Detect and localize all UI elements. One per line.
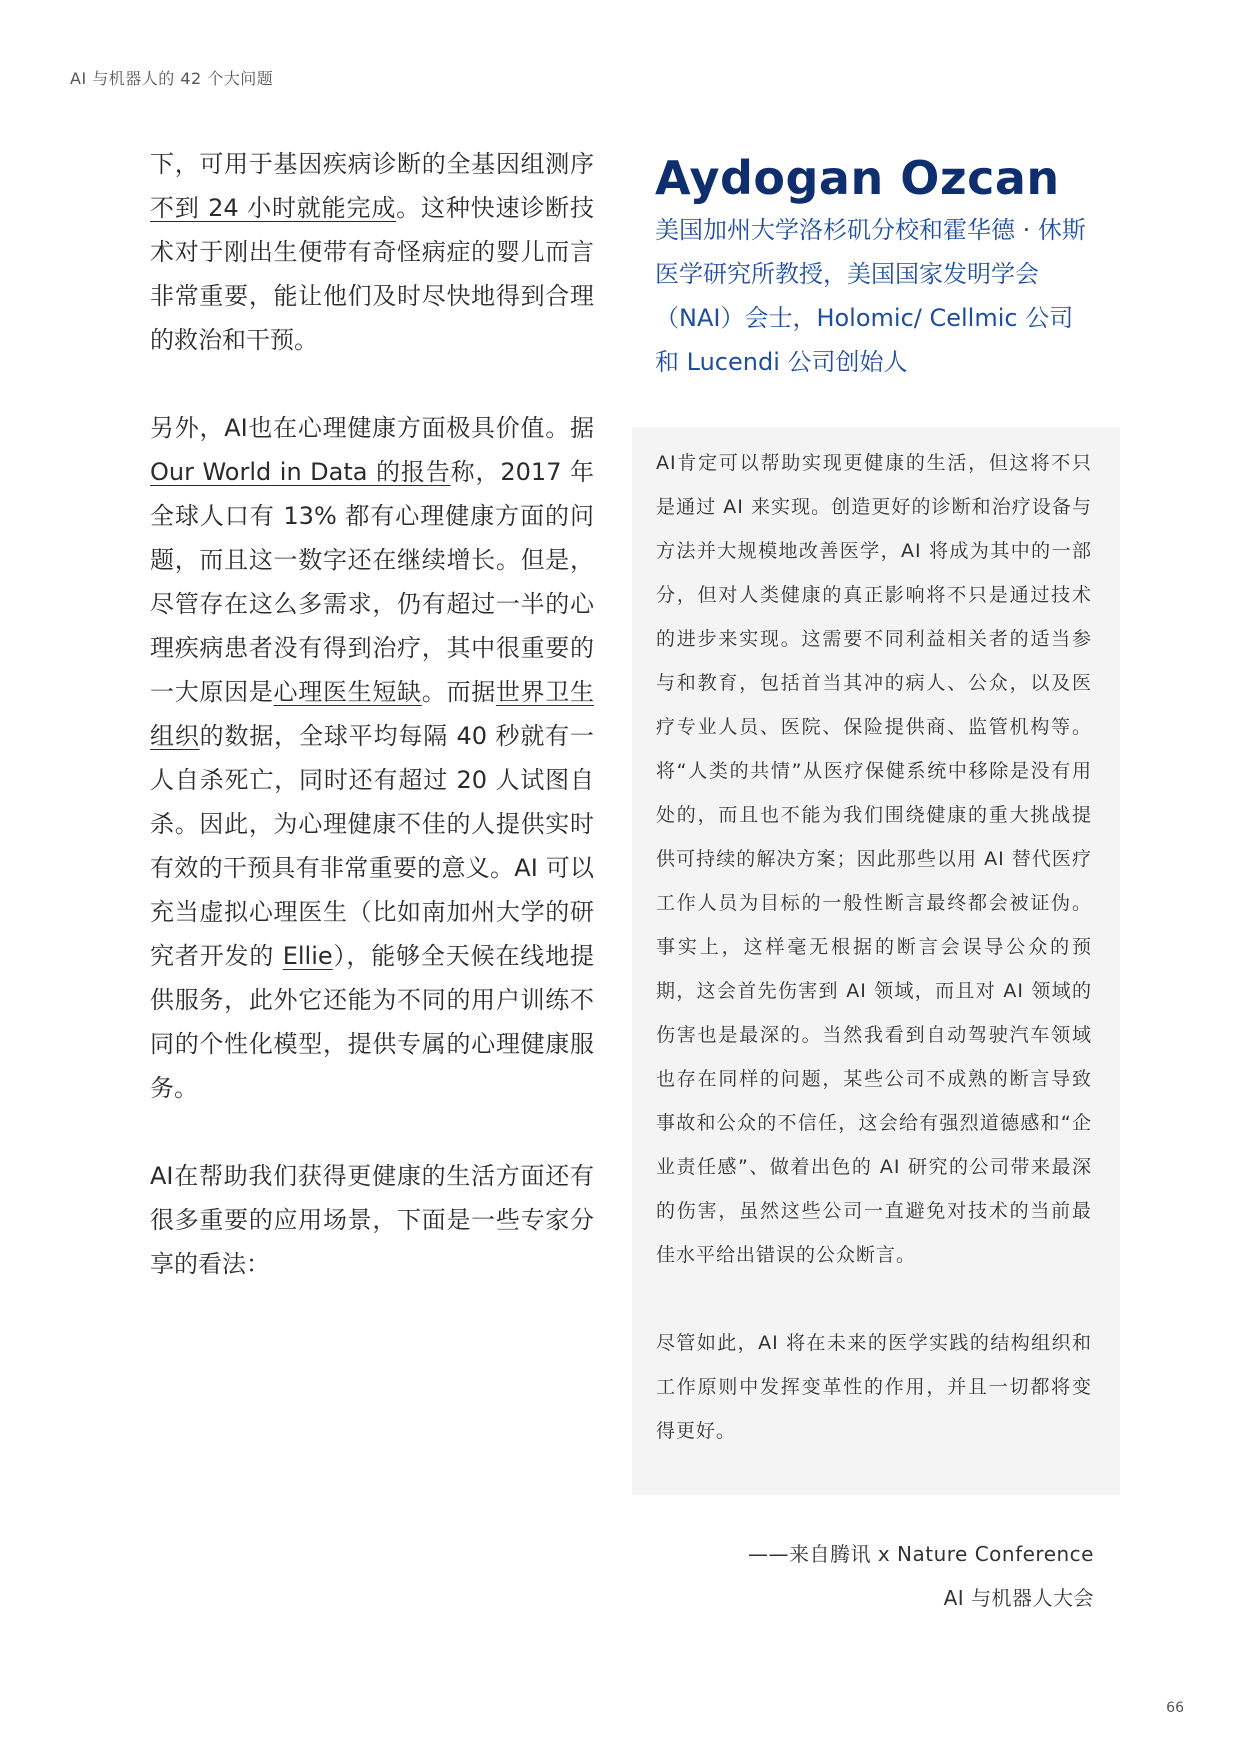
quote-paragraph-2: 尽管如此，AI 将在未来的医学实践的结构组织和工作原则中发挥变革性的作用，并且一切都将变得更好。 [656, 1332, 1092, 1442]
expert-name: Aydogan Ozcan [655, 151, 1060, 205]
text-segment: 。这种快速诊断技术对于刚出生便带有奇怪病症的婴儿而言非常重要，能让他们及时尽快地得到合理的救治和干预。 [150, 194, 595, 354]
paragraph-mental-health [150, 406, 594, 1110]
link-our-world-in-data[interactable]: Our World in Data 的报告 [150, 458, 451, 486]
attribution-event: AI 与机器人大会 [943, 1586, 1094, 1610]
link-who[interactable]: 世界卫生组织 [150, 678, 595, 750]
expert-quote-box [632, 427, 1120, 1495]
link-24-hours[interactable]: 不到 24 小时就能完成 [150, 194, 397, 222]
expert-title: 美国加州大学洛杉矶分校和霍华德 · 休斯医学研究所教授，美国国家发明学会（NAI）会士，Holomic/ Cellmic 公司和 Lucendi 公司创始人 [655, 216, 1086, 376]
text-segment: 称，2017 年全球人口有 13% 都有心理健康方面的问题，而且这一数字还在继续增长。但是，尽管存在这么多需求，仍有超过一半的心理疾病患者没有得到治疗，其中很重要的一大原因是 [150, 458, 594, 706]
page-number: 66 [1166, 1700, 1184, 1716]
main-text-column [150, 142, 594, 1330]
attribution-source: ——来自腾讯 x Nature Conference [747, 1542, 1094, 1566]
attribution [748, 1532, 1094, 1620]
paragraph-genome-sequencing [150, 142, 594, 362]
link-ellie[interactable]: Ellie [282, 942, 333, 970]
running-header: AI 与机器人的 42 个大问题 [70, 69, 274, 88]
text-segment: 。而据 [421, 678, 496, 706]
text-segment: 的数据，全球平均每隔 40 秒就有一人自杀死亡，同时还有超过 20 人试图自杀。因此，为心理健康不佳的人提供实时有效的干预具有非常重要的意义。AI 可以充当虚拟心理医生（比如南加州大学的研究者开发的 [150, 722, 594, 970]
quote-paragraph-1: AI肯定可以帮助实现更健康的生活，但这将不只是通过 AI 来实现。创造更好的诊断和治疗设备与方法并大规模地改善医学，AI 将成为其中的一部分，但对人类健康的真正影响将不只是通过技术的进步来实现。这需要不同利益相关者的适当参与和教育，包括首当其冲的病人、公众，以及医疗专业人员、医院、保险提供商、监管机构等。将“人类的共情”从医疗保健系统中移除是没有用处的，而且也不能为我们围绕健康的重大挑战提供可持续的解决方案；因此那些以用 AI 替代医疗工作人员为目标的一般性断言最终都会被证伪。事实上，这样毫无根据的断言会误导公众的预期，这会首先伤害到 AI 领域，而且对 AI 领域的伤害也是最深的。当然我看到自动驾驶汽车领域也存在同样的问题，某些公司不成熟的断言导致事故和公众的不信任，这会给有强烈道德感和“企业责任感”、做着出色的 AI 研究的公司带来最深的伤害，虽然这些公司一直避免对技术的当前最佳水平给出错误的公众断言。 [656, 452, 1092, 1266]
text-segment: 下，可用于基因疾病诊断的全基因组测序 [150, 150, 594, 178]
link-psychiatrist-shortage[interactable]: 心理医生短缺 [273, 678, 422, 706]
text-segment: 另外，AI也在心理健康方面极具价值。据 [150, 414, 594, 442]
text-segment: ），能够全天候在线地提供服务，此外它还能为不同的用户训练不同的个性化模型，提供专属的心理健康服务。 [150, 942, 594, 1102]
paragraph-expert-intro: AI在帮助我们获得更健康的生活方面还有很多重要的应用场景，下面是一些专家分享的看法： [150, 1162, 594, 1278]
